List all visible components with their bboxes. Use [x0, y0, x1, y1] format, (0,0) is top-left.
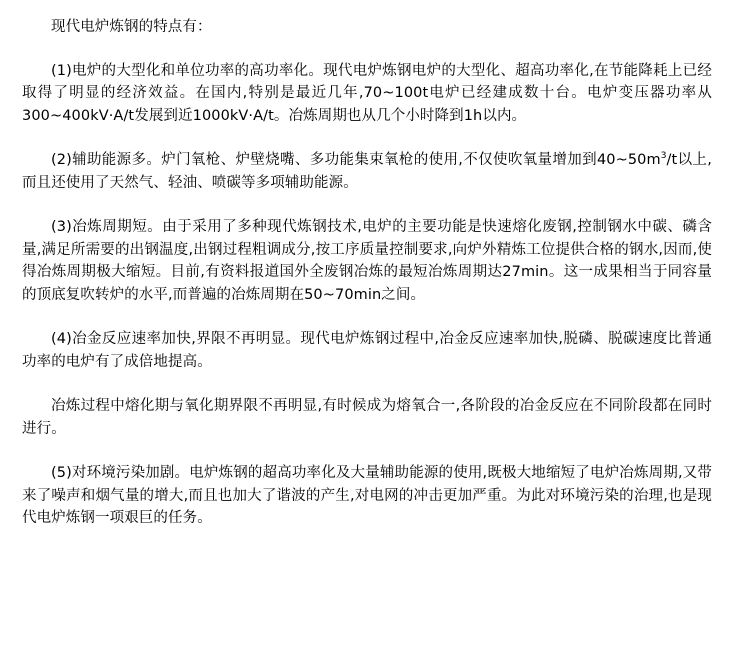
paragraph-5: 冶炼过程中熔化期与氧化期界限不再明显,有时候成为熔氧合一,各阶段的冶金反应在不同阶段都在同时进行。	[22, 398, 712, 437]
paragraph-4: (4)冶金反应速率加快,界限不再明显。现代电炉炼钢过程中,冶金反应速率加快,脱磷、脱碳速度比普通功率的电炉有了成倍地提高。	[22, 331, 712, 370]
document-body	[22, 16, 712, 552]
paragraph-2-text-before: (2)辅助能源多。炉门氧枪、炉壁烧嘴、多功能集束氧枪的使用,不仅使吹氧量增加到40~50m	[51, 152, 661, 168]
paragraph-3: (3)冶炼周期短。由于采用了多种现代炼钢技术,电炉的主要功能是快速熔化废钢,控制钢水中碳、磷含量,满足所需要的出钢温度,出钢过程粗调成分,按工序质量控制要求,向炉外精炼工位提供合格的钢水,因而,使得冶炼周期极大缩短。目前,有资料报道国外全废钢冶炼的最短冶炼周期达27min。这一成果相当于同容量的顶底复吹转炉的水平,而普遍的冶炼周期在50~70min之间。	[22, 219, 712, 303]
document-title: 现代电炉炼钢的特点有：	[51, 19, 212, 35]
paragraph-2-text-after: /t以上,而且还使用了天然气、轻油、喷碳等多项辅助能源。	[22, 152, 712, 191]
paragraph-2-superscript: 3	[660, 151, 667, 162]
paragraph-6: (5)对环境污染加剧。电炉炼钢的超高功率化及大量辅助能源的使用,既极大地缩短了电炉冶炼周期,又带来了噪声和烟气量的增大,而且也加大了谐波的产生,对电网的冲击更加严重。为此对环境污染的治理,也是现代电炉炼钢一项艰巨的任务。	[22, 465, 712, 526]
paragraph-2	[22, 149, 712, 194]
paragraph-1: (1)电炉的大型化和单位功率的高功率化。现代电炉炼钢电炉的大型化、超高功率化,在节能降耗上已经取得了明显的经济效益。在国内,特别是最近几年,70~100t电炉已经建成数十台。电炉变压器功率从300~400kV·A/t发展到近1000kV·A/t。冶炼周期也从几个小时降到1h以内。	[22, 62, 712, 124]
